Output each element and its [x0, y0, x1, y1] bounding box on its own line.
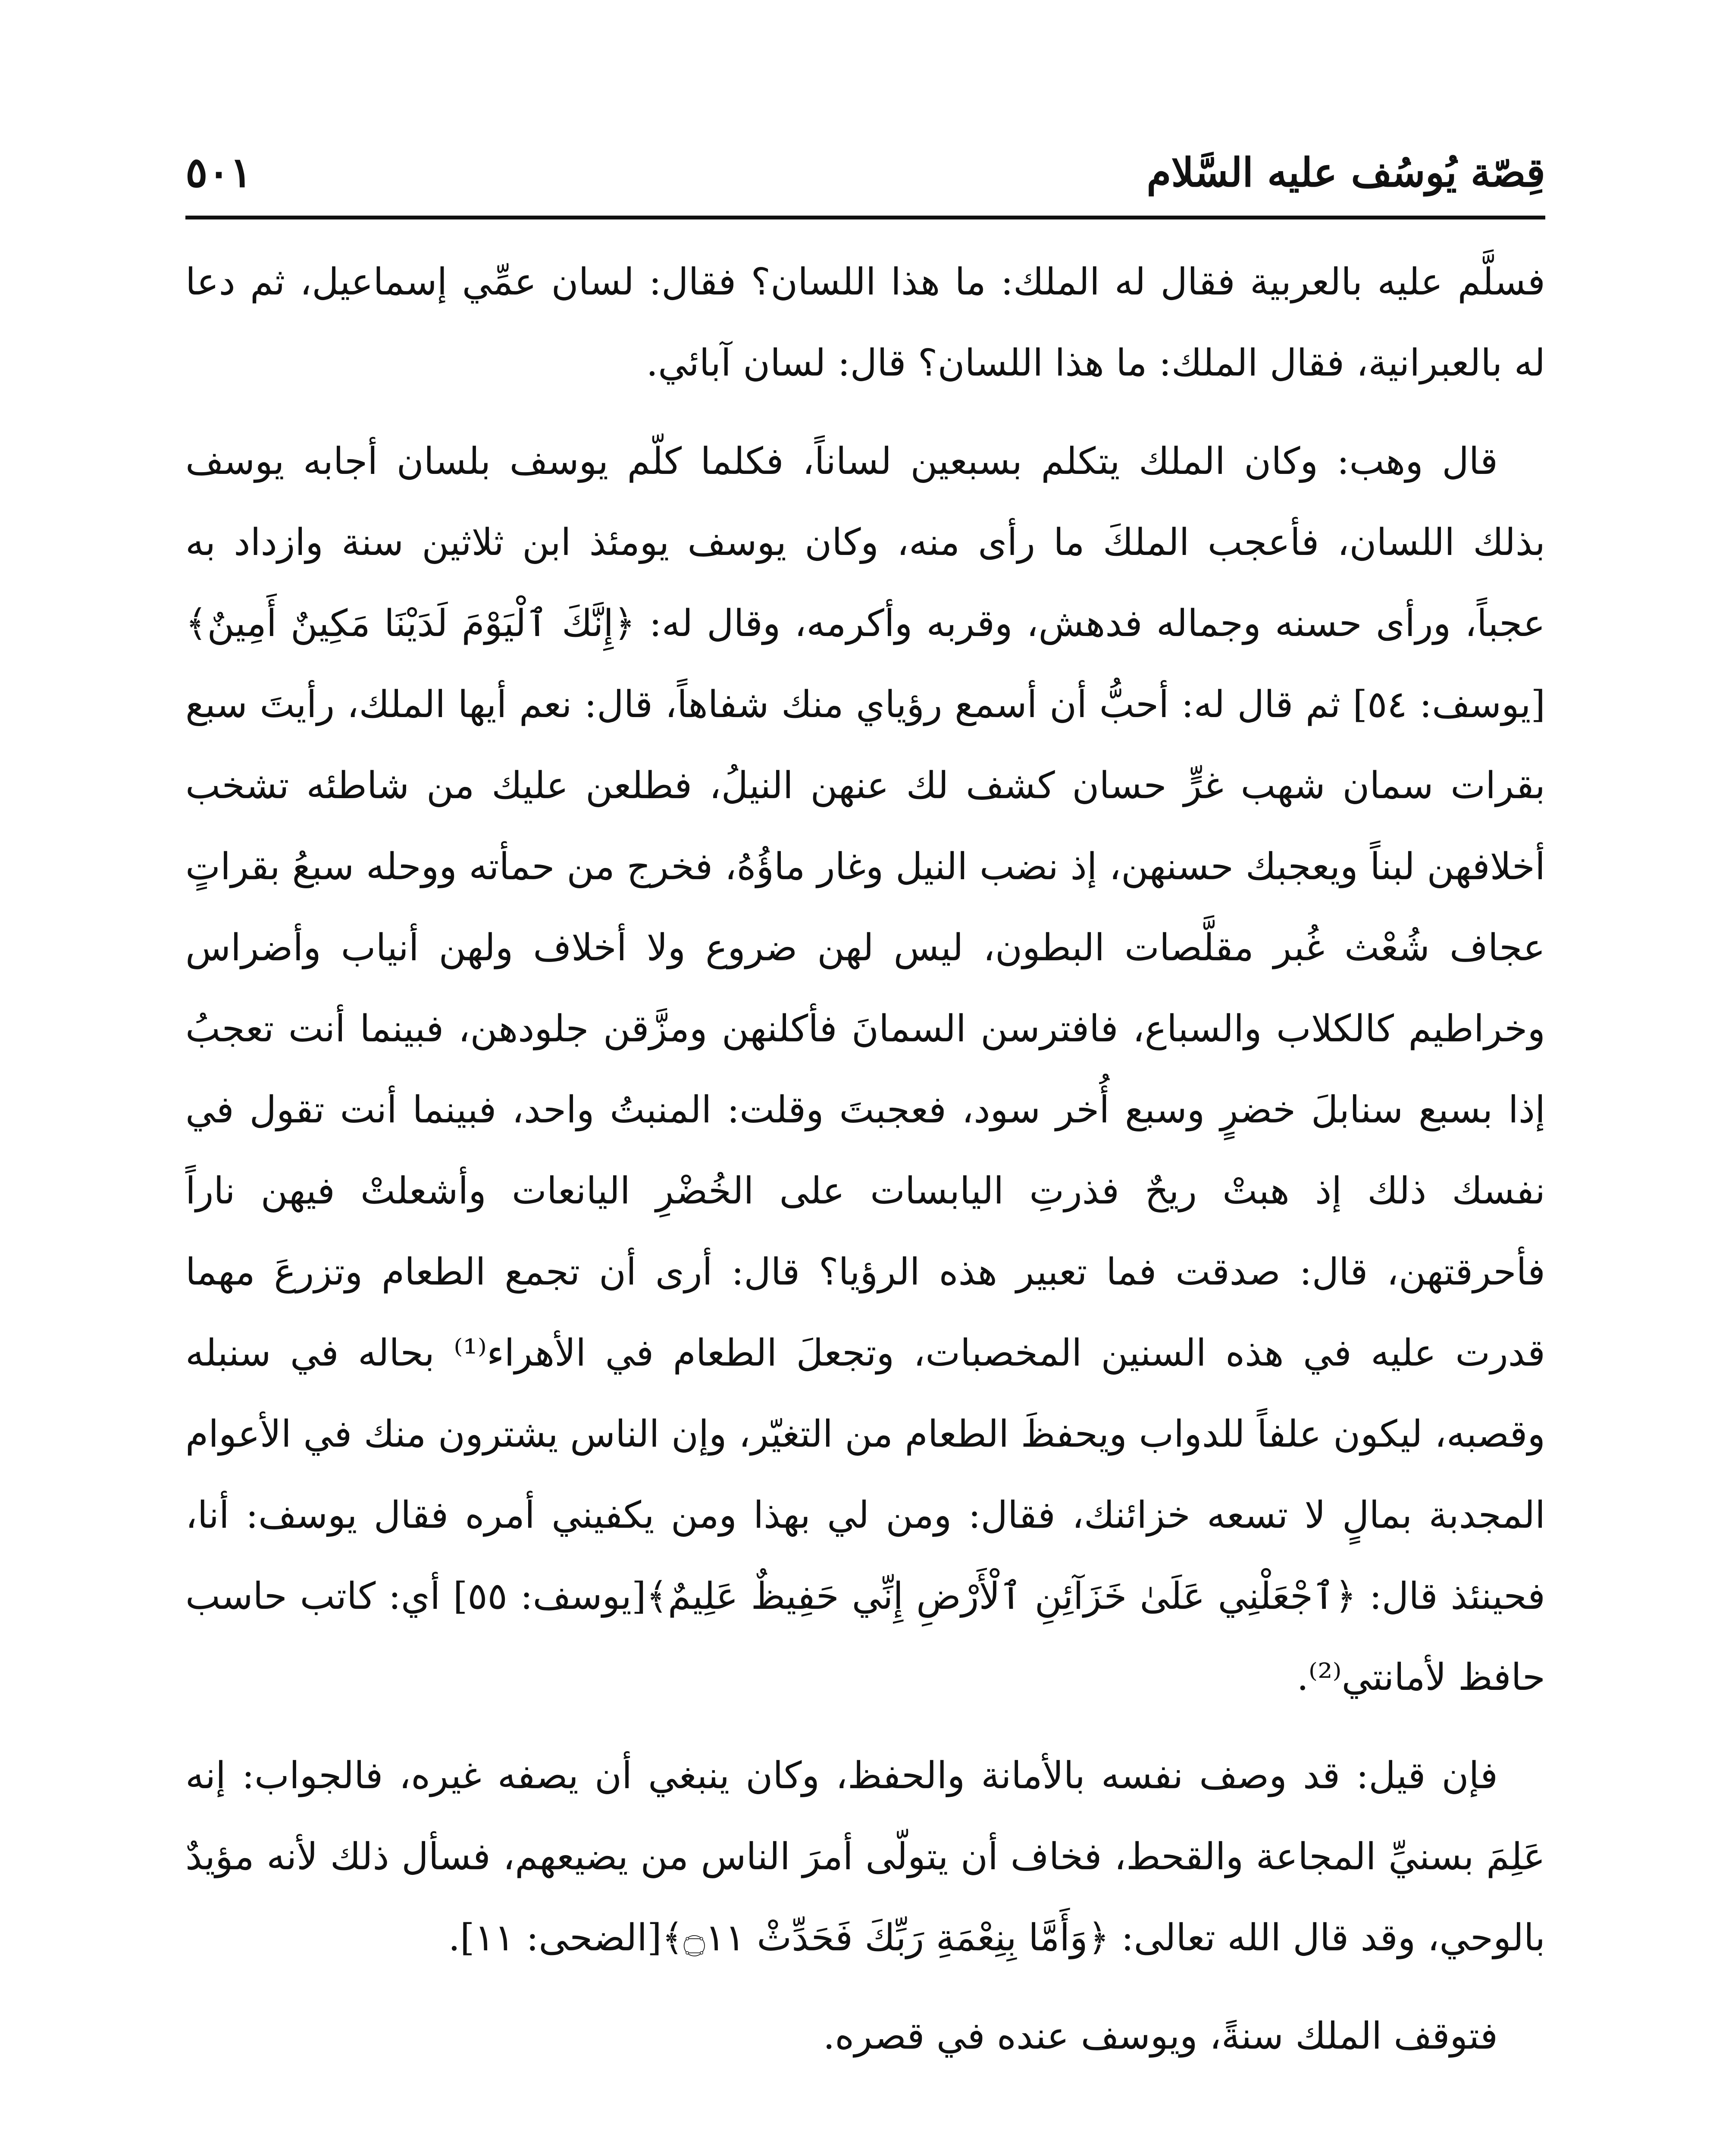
paragraph-1: فسلَّم عليه بالعربية فقال له الملك: ما هذا اللسان؟ فقال: لسان عمِّي إسماعيل، ثم دعا له بالعبرانية، فقال الملك: ما هذا اللسان؟ قال: لسان آبائي.	[185, 260, 1545, 385]
page-header	[185, 142, 1545, 207]
paragraph-3: فإن قيل: قد وصف نفسه بالأمانة والحفظ، وكان ينبغي أن يصفه غيره، فالجواب: إنه عَلِمَ بسنيِّ المجاعة والقحط، فخاف أن يتولّى أمرَ الناس من يضيعهم، فسأل ذلك لأنه مؤيدٌ بالوحي، وقد قال الله تعالى: ﴿وَأَمَّا بِنِعْمَةِ رَبِّكَ فَحَدِّثْ ۝١١﴾[الضحى: ١١].	[185, 1754, 1545, 1959]
running-title: قِصّة يُوسُف عليه السَّلام	[1146, 149, 1545, 196]
page-number: ٥٠١	[185, 148, 252, 197]
paragraph-2: قال وهب: وكان الملك يتكلم بسبعين لساناً، فكلما كلّم يوسف بلسان أجابه يوسف بذلك اللسان، فأعجب الملكَ ما رأى منه، وكان يوسف يومئذ ابن ثلاثين سنة وازداد به عجباً، ورأى حسنه وجماله فدهش، وقربه وأكرمه، وقال له: ﴿إِنَّكَ ٱلْيَوْمَ لَدَيْنَا مَكِينٌ أَمِينٌ﴾[يوسف: ٥٤] ثم قال له: أحبُّ أن أسمع رؤياي منك شفاهاً، قال: نعم أيها الملك، رأيتَ سبع بقرات سمان شهب غرٍّ حسان كشف لك عنهن النيلُ، فطلعن عليك من شاطئه تشخب أخلافهن لبناً ويعجبك حسنهن، إذ نضب النيل وغار ماؤُهُ، فخرج من حمأته ووحله سبعُ بقراتٍ عجاف شُعْث غُبر مقلَّصات البطون، ليس لهن ضروع ولا أخلاف ولهن أنياب وأضراس وخراطيم كالكلاب والسباع، فافترسن السمانَ فأكلنهن ومزَّقن جلودهن، فبينما أنت تعجبُ إذا بسبع سنابلَ خضرٍ وسبع أُخر سود، فعجبتَ وقلت: المنبتُ واحد، فبينما أنت تقول في نفسك ذلك إذ هبتْ ريحٌ فذرتِ اليابسات على الخُضْرِ اليانعات وأشعلتْ فيهن ناراً فأحرقتهن، قال: صدقت فما تعبير هذه الرؤيا؟ قال: أرى أن تجمع الطعام وتزرعَ مهما قدرت عليه في هذه السنين المخصبات، وتجعلَ الطعام في الأهراء⁽¹⁾ بحاله في سنبله وقصبه، ليكون علفاً للدواب ويحفظَ الطعام من التغيّر، وإن الناس يشترون منك في الأعوام المجدبة بمالٍ لا تسعه خزائنك، فقال: ومن لي بهذا ومن يكفيني أمره فقال يوسف: أنا، فحينئذ قال: ﴿ٱجْعَلْنِي عَلَىٰ خَزَآئِنِ ٱلْأَرْضِ إِنِّي حَفِيظٌ عَلِيمٌ﴾[يوسف: ٥٥] أي: كاتب حاسب حافظ لأمانتي⁽²⁾.	[185, 440, 1546, 1699]
paragraph-4: فتوقف الملك سنةً، ويوسف عنده في قصره.	[823, 2015, 1498, 2058]
header-divider	[185, 216, 1545, 219]
body-text	[185, 241, 1545, 2094]
